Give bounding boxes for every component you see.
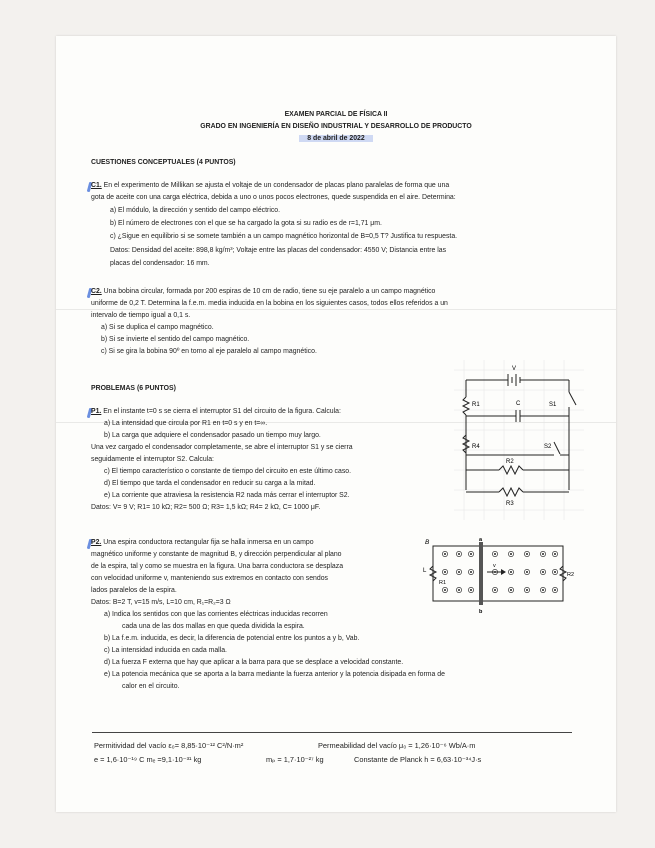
p1-text: seguidamente el interruptor S2. Calcula:	[91, 456, 214, 463]
field-dot-center	[470, 589, 471, 590]
label-r2: R2	[506, 459, 514, 465]
c2-text: uniforme de 0,2 T. Determina la f.e.m. media inducida en la bobina en los siguientes casos, todos ellos referidos a un	[91, 300, 448, 307]
field-dot-center	[542, 571, 543, 572]
field-dot-center	[554, 589, 555, 590]
label-s1: S1	[549, 402, 557, 408]
p2-text: magnético uniforme y constante de magnitud B, y dirección perpendicular al plano	[91, 551, 342, 558]
label-l: L	[423, 568, 427, 574]
c1-item-a: a) El módulo, la dirección y sentido del campo eléctrico.	[110, 207, 281, 214]
p2-loop-figure	[423, 536, 578, 616]
field-dot-center	[494, 553, 495, 554]
label-r1: R1	[439, 580, 447, 586]
field-dot-center	[526, 589, 527, 590]
p2-item-a: cada una de las dos mallas en que queda dividida la espira.	[122, 623, 305, 630]
p1-text: P1. En el instante t=0 s se cierra el interruptor S1 del circuito de la figura. Calcula:	[91, 408, 341, 415]
p1-item-b: b) La carga que adquiere el condensador pasado un tiempo muy largo.	[104, 432, 321, 439]
label-s2: S2	[544, 444, 552, 450]
label-point-a: a	[479, 537, 483, 543]
footer-constant: e = 1,6·10⁻¹⁹ C mₑ =9,1·10⁻³¹ kg	[94, 755, 202, 764]
c1-datos: placas del condensador: 16 mm.	[110, 260, 210, 267]
field-dot-center	[510, 589, 511, 590]
section-heading-problemas: PROBLEMAS (6 PUNTOS)	[91, 385, 176, 392]
p1-datos: Datos: V= 9 V; R1= 10 kΩ; R2= 500 Ω; R3= 1,5 kΩ; R4= 2 kΩ, C= 1000 μF.	[91, 504, 321, 511]
label-v: V	[512, 366, 517, 372]
field-dot-center	[458, 571, 459, 572]
field-dot-center	[458, 589, 459, 590]
label-point-b: b	[479, 609, 483, 615]
resistor-r1	[463, 397, 469, 415]
footer-divider	[92, 732, 572, 733]
field-dot-center	[444, 553, 445, 554]
field-dot-center	[542, 553, 543, 554]
label-b: B	[425, 539, 430, 546]
velocity-arrowhead	[501, 569, 506, 575]
label-r3: R3	[506, 501, 514, 507]
c2-item-b: b) Si se invierte el sentido del campo magnético.	[101, 336, 250, 343]
p2-text: con velocidad uniforme v, manteniendo sus extremos en contacto con sendos	[91, 575, 328, 582]
field-dot-center	[494, 589, 495, 590]
p2-datos: Datos: B=2 T, v=15 m/s, L=10 cm, R₁=R₂=3 Ω	[91, 599, 231, 606]
exam-sheet	[56, 36, 616, 812]
field-dot-center	[458, 553, 459, 554]
label-r1: R1	[472, 402, 480, 408]
c1-text: C1. En el experimento de Millikan se ajusta el voltaje de un condensador de placas plano paralelas de forma que una	[91, 182, 450, 189]
grid-background	[454, 360, 584, 520]
field-dot-center	[444, 589, 445, 590]
p1-item-a: a) La intensidad que circula por R1 en t=0 s y en t=∞.	[104, 420, 268, 427]
field-dot-center	[526, 553, 527, 554]
field-dot-center	[444, 571, 445, 572]
switch-s2	[554, 442, 560, 454]
c2-item-c: c) Si se gira la bobina 90º en torno al eje paralelo al campo magnético.	[101, 348, 317, 355]
switch-s1	[569, 392, 576, 405]
field-dot-center	[526, 571, 527, 572]
label-c: C	[516, 401, 521, 407]
field-dot-center	[554, 571, 555, 572]
c1-item-b: b) El número de electrones con el que se ha cargado la gota si su radio es de r=1,71 μm.	[110, 220, 382, 227]
p1-text: Una vez cargado el condensador completamente, se abre el interruptor S1 y se cierra	[91, 444, 353, 451]
footer-constant: mₚ = 1,7·10⁻²⁷ kg	[266, 755, 324, 764]
resistor-r3	[499, 488, 523, 496]
field-dot-center	[470, 571, 471, 572]
c2-item-a: a) Si se duplica el campo magnético.	[101, 324, 214, 331]
p2-item-e: e) La potencia mecánica que se aporta a la barra mediante la fuerza anterior y la potencia disipada en forma de	[104, 671, 445, 678]
p2-item-e: calor en el circuito.	[122, 683, 180, 690]
p2-item-b: b) La f.e.m. inducida, es decir, la diferencia de potencial entre los puntos a y b, Vab.	[104, 635, 360, 642]
c1-datos: Datos: Densidad del aceite: 898,8 kg/m³; Voltaje entre las placas del condensador: 4550 V; Distancia entre las	[110, 247, 447, 254]
footer-constant: Permeabilidad del vacío μ₀ = 1,26·10⁻⁶ Wb/A·m	[318, 741, 476, 750]
label-r2: R2	[567, 572, 575, 578]
label-v: v	[493, 563, 496, 569]
sliding-bar	[479, 542, 483, 605]
p2-item-a: a) Indica los sentidos con que las corrientes eléctricas inducidas recorren	[104, 611, 328, 618]
field-dot-center	[510, 571, 511, 572]
field-dot-center	[470, 553, 471, 554]
p1-item-e: e) La corriente que atraviesa la resistencia R2 nada más cerrar el interruptor S2.	[104, 492, 350, 499]
p1-item-d: d) El tiempo que tarda el condensador en reducir su carga a la mitad.	[104, 480, 316, 487]
c2-text: intervalo de tiempo igual a 0,1 s.	[91, 312, 191, 319]
c1-item-c: c) ¿Sigue en equilibrio si se somete también a un campo magnético horizontal de B=0,5 T? Justifica tu respuesta.	[110, 233, 458, 240]
field-dot-center	[542, 589, 543, 590]
p2-item-d: d) La fuerza F externa que hay que aplicar a la barra para que se desplace a velocidad constante.	[104, 659, 404, 666]
p2-text: de la espira, tal y como se muestra en la figura. Una barra conductora se desplaza	[91, 563, 344, 570]
exam-date: 8 de abril de 2022	[299, 135, 372, 142]
footer-constant: Permitividad del vacío ε₀= 8,85·10⁻¹² C²/N·m²	[94, 741, 244, 750]
p2-text: lados paralelos de la espira.	[91, 587, 177, 594]
label-r4: R4	[472, 444, 480, 450]
field-dot-center	[510, 553, 511, 554]
c2-text: C2. Una bobina circular, formada por 200 espiras de 10 cm de radio, tiene su eje paralelo a un campo magnético	[91, 288, 436, 295]
degree-title: GRADO EN INGENIERÍA EN DISEÑO INDUSTRIAL Y DESARROLLO DE PRODUCTO	[200, 123, 472, 130]
section-heading-cuestiones: CUESTIONES CONCEPTUALES (4 PUNTOS)	[91, 159, 236, 166]
p2-item-c: c) La intensidad inducida en cada malla.	[104, 647, 227, 654]
exam-title: EXAMEN PARCIAL DE FÍSICA II	[284, 111, 388, 118]
p1-item-c: c) El tiempo característico o constante de tiempo del circuito en este último caso.	[104, 468, 352, 475]
fold-line	[56, 309, 616, 310]
field-dot-center	[554, 553, 555, 554]
p2-text: P2. Una espira conductora rectangular fija se halla inmersa en un campo	[91, 539, 314, 546]
c1-text: gota de aceite con una carga eléctrica, debida a uno o unos pocos electrones, quede suspendida en el aire. Determina:	[91, 194, 456, 201]
p1-circuit-diagram	[454, 360, 584, 520]
footer-constant: Constante de Planck h = 6,63·10⁻³⁴J·s	[354, 755, 482, 764]
